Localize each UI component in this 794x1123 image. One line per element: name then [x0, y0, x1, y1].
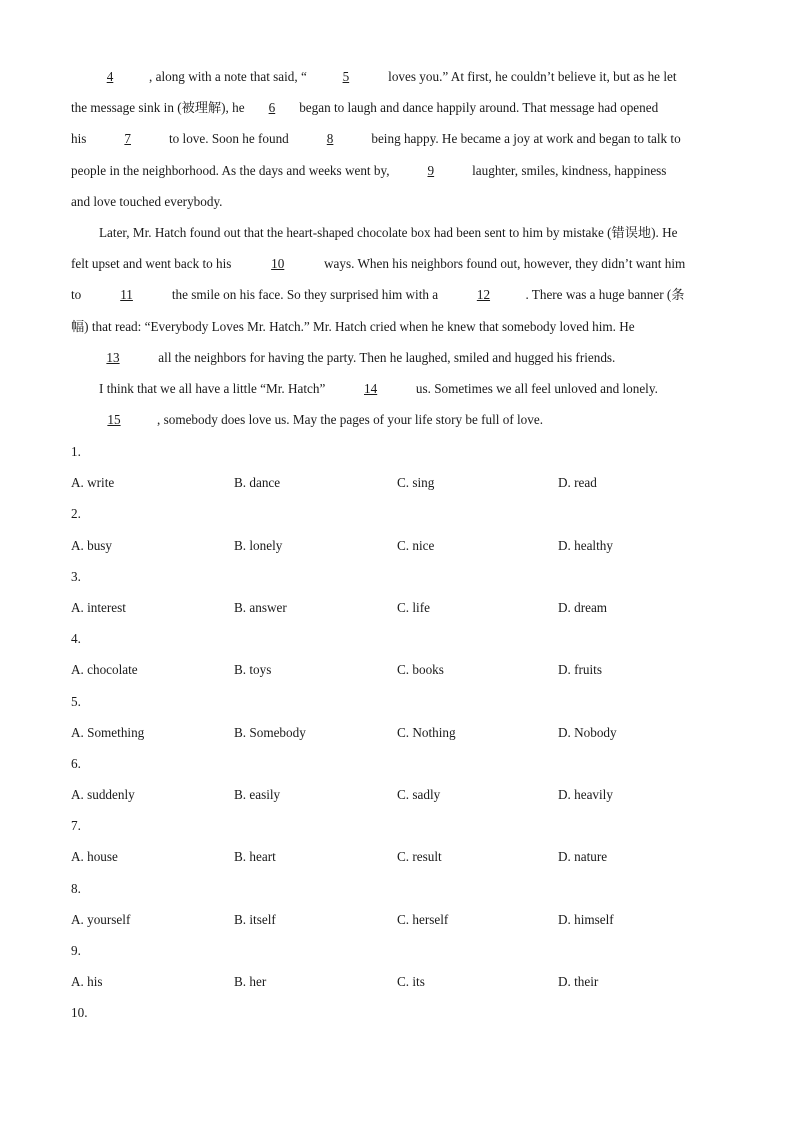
- passage-text: loves you.” At first, he couldn’t believe it, but as he let: [384, 69, 677, 84]
- answer-blank: 10: [271, 256, 285, 272]
- answer-option-d[interactable]: D. healthy: [558, 537, 613, 553]
- passage-text: us. Sometimes we all feel unloved and lonely.: [412, 380, 658, 396]
- answer-blank: 8: [326, 131, 334, 147]
- question-number: 8.: [71, 880, 81, 896]
- passage-text: all the neighbors for having the party. Then he laughed, smiled and hugged his friends.: [155, 349, 616, 365]
- option-row: [71, 966, 723, 997]
- answer-option-a[interactable]: A. busy: [71, 537, 113, 553]
- answer-blank: 15: [107, 412, 121, 428]
- passage-line: [71, 279, 723, 310]
- passage-text: being happy. He became a joy at work and began to talk to: [368, 131, 681, 147]
- question-number: 1.: [71, 444, 81, 459]
- option-row: [71, 717, 723, 748]
- passage-line: [71, 311, 723, 342]
- question-number: 4.: [71, 631, 81, 647]
- question-number: 6.: [71, 755, 81, 771]
- answer-option-b[interactable]: B. dance: [234, 475, 281, 491]
- option-row: [71, 904, 723, 935]
- passage-text: , along with a note that said, “: [149, 69, 307, 84]
- cloze-passage: [71, 61, 723, 435]
- passage-text: people in the neighborhood. As the days and weeks went by,: [71, 162, 393, 178]
- option-row: [71, 467, 723, 498]
- passage-line: [71, 61, 723, 92]
- answer-option-d[interactable]: D. their: [558, 974, 599, 990]
- passage-text: laughter, smiles, kindness, happiness: [468, 162, 667, 178]
- answer-option-c[interactable]: C. result: [397, 849, 442, 865]
- question-list: [71, 436, 723, 1029]
- answer-option-b[interactable]: B. Somebody: [234, 724, 306, 740]
- option-row: [71, 530, 723, 561]
- answer-option-c[interactable]: C. sadly: [397, 787, 441, 803]
- passage-line: [71, 123, 723, 154]
- answer-option-a[interactable]: A. his: [71, 974, 103, 990]
- question-number: 3.: [71, 568, 81, 584]
- passage-text: I think that we all have a little “Mr. Hatch”: [99, 380, 329, 396]
- passage-text: and love touched everybody.: [71, 193, 223, 209]
- answer-option-c[interactable]: C. nice: [397, 537, 435, 553]
- question-number: 9.: [71, 943, 81, 958]
- passage-text: ways. When his neighbors found out, however, they didn’t want him: [320, 256, 686, 272]
- passage-text: 幅) that read: “Everybody Loves Mr. Hatch.” Mr. Hatch cried when he knew that somebody loved him. He: [71, 318, 635, 334]
- answer-option-a[interactable]: A. Something: [71, 724, 145, 740]
- answer-blank: 13: [106, 349, 120, 365]
- answer-option-c[interactable]: C. sing: [397, 475, 435, 491]
- option-row: [71, 654, 723, 685]
- answer-option-b[interactable]: B. itself: [234, 911, 276, 927]
- passage-text: to: [71, 287, 85, 303]
- question-number: 2.: [71, 506, 81, 522]
- answer-blank: 9: [427, 162, 435, 178]
- answer-option-d[interactable]: D. Nobody: [558, 724, 617, 740]
- passage-line: [71, 342, 723, 373]
- answer-option-a[interactable]: A. suddenly: [71, 787, 135, 803]
- answer-option-d[interactable]: D. read: [558, 475, 597, 491]
- answer-option-b[interactable]: B. toys: [234, 662, 272, 678]
- answer-option-c[interactable]: C. life: [397, 599, 430, 615]
- passage-line: [71, 92, 723, 123]
- answer-blank: 4: [106, 69, 114, 84]
- answer-option-c[interactable]: C. books: [397, 662, 444, 678]
- answer-blank: 14: [364, 380, 378, 396]
- answer-option-b[interactable]: B. heart: [234, 849, 276, 865]
- passage-line: [71, 186, 723, 217]
- option-row: [71, 841, 723, 872]
- passage-text: began to laugh and dance happily around. That message had opened: [295, 100, 659, 116]
- answer-option-a[interactable]: A. interest: [71, 599, 126, 615]
- answer-option-d[interactable]: D. himself: [558, 911, 614, 927]
- passage-text: the message sink in (被理解), he: [71, 100, 248, 116]
- passage-text: his: [71, 131, 90, 147]
- answer-blank: 6: [268, 100, 276, 116]
- answer-option-d[interactable]: D. dream: [558, 599, 608, 615]
- answer-option-d[interactable]: D. nature: [558, 849, 608, 865]
- passage-text: to love. Soon he found: [165, 131, 293, 147]
- answer-option-a[interactable]: A. chocolate: [71, 662, 138, 678]
- passage-line: [71, 404, 723, 435]
- answer-option-b[interactable]: B. lonely: [234, 537, 283, 553]
- passage-line: [71, 373, 723, 404]
- answer-option-c[interactable]: C. Nothing: [397, 724, 456, 740]
- passage-line: [71, 248, 723, 279]
- answer-option-b[interactable]: B. answer: [234, 599, 287, 615]
- passage-line: [71, 217, 723, 248]
- passage-text: felt upset and went back to his: [71, 256, 235, 272]
- answer-option-b[interactable]: B. easily: [234, 787, 281, 803]
- passage-text: . There was a huge banner (条: [525, 287, 685, 303]
- passage-text: Later, Mr. Hatch found out that the heart-shaped chocolate box had been sent to him by mistake (错误地). He: [99, 224, 678, 240]
- answer-option-c[interactable]: C. herself: [397, 911, 449, 927]
- option-row: [71, 592, 723, 623]
- answer-blank: 7: [124, 131, 131, 147]
- answer-option-d[interactable]: D. fruits: [558, 662, 602, 678]
- answer-blank: 11: [120, 287, 133, 303]
- answer-option-b[interactable]: B. her: [234, 974, 267, 990]
- passage-text: the smile on his face. So they surprised him with a: [168, 287, 442, 303]
- passage-line: [71, 155, 723, 186]
- answer-option-a[interactable]: A. yourself: [71, 911, 131, 927]
- option-row: [71, 779, 723, 810]
- answer-option-a[interactable]: A. house: [71, 849, 118, 865]
- answer-option-c[interactable]: C. its: [397, 974, 425, 990]
- answer-option-a[interactable]: A. write: [71, 475, 115, 491]
- question-number: 10.: [71, 1005, 88, 1021]
- question-number: 7.: [71, 818, 81, 834]
- passage-text: , somebody does love us. May the pages of your life story be full of love.: [157, 412, 544, 428]
- question-number: 5.: [71, 693, 81, 709]
- answer-option-d[interactable]: D. heavily: [558, 787, 613, 803]
- answer-blank: 5: [342, 69, 350, 84]
- answer-blank: 12: [476, 287, 491, 303]
